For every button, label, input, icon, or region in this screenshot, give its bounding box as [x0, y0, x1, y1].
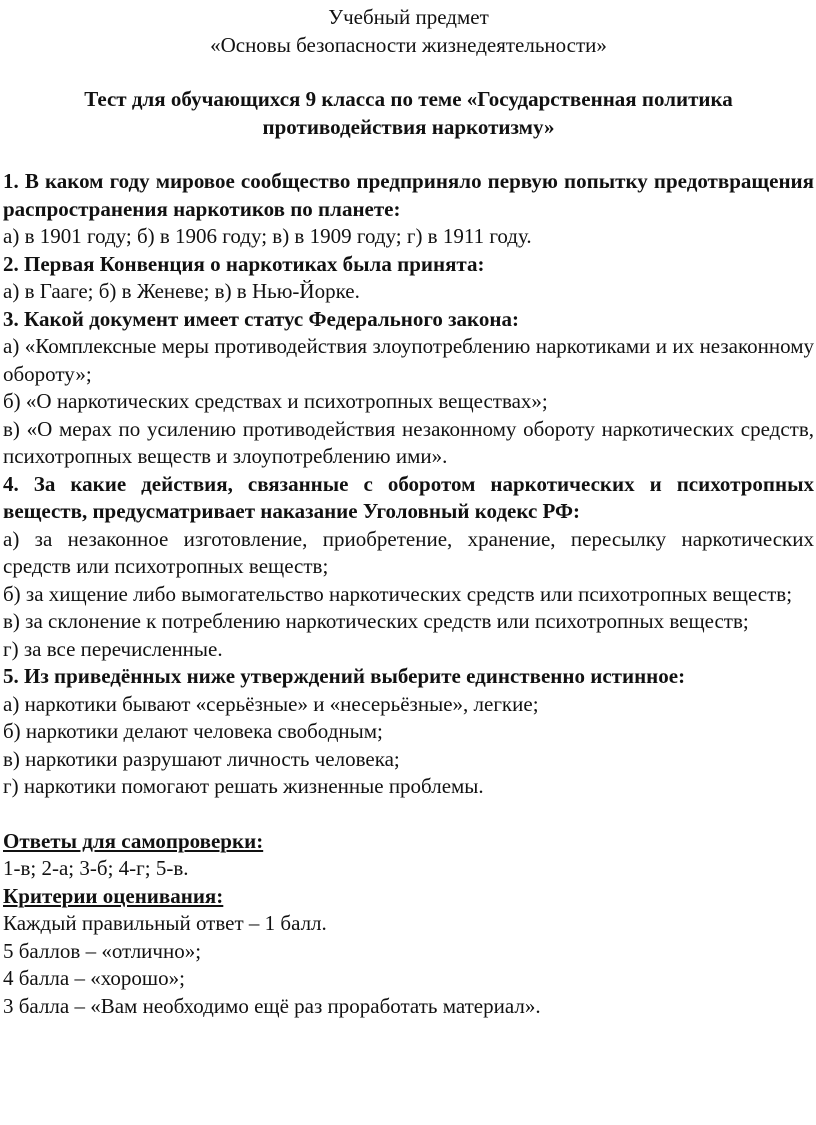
answer-option: а) в Гааге; б) в Женеве; в) в Нью-Йорке.	[3, 279, 360, 303]
question-text: 3. Какой документ имеет статус Федерального закона:	[3, 306, 519, 331]
criteria-line: 3 балла – «Вам необходимо ещё раз проработать материал».	[3, 993, 541, 1018]
answers-section	[3, 828, 814, 883]
question-text: 1. В каком году мировое сообщество предприняло первую попытку предотвращения распространения наркотиков по планете:	[3, 169, 814, 221]
answer-option: г) наркотики помогают решать жизненные проблемы.	[3, 774, 484, 798]
question-5	[3, 663, 814, 801]
question-2	[3, 251, 814, 306]
question-3	[3, 306, 814, 471]
subject-name: «Основы безопасности жизнедеятельности»	[210, 32, 607, 57]
criteria-line: 4 балла – «хорошо»;	[3, 966, 185, 990]
question-text: 4. За какие действия, связанные с оборотом наркотических и психотропных веществ, предусматривает наказание Уголовный кодекс РФ:	[3, 471, 814, 523]
answer-option: а) за незаконное изготовление, приобретение, хранение, пересылку наркотических средств или психотропных веществ;	[3, 526, 814, 578]
question-text: 5. Из приведённых ниже утверждений выберите единственно истинное:	[3, 664, 686, 688]
criteria-line: Каждый правильный ответ – 1 балл.	[3, 911, 327, 935]
document-header	[3, 4, 814, 168]
answer-option: а) «Комплексные меры противодействия злоупотреблению наркотиками и их незаконному обороту»;	[3, 334, 814, 386]
criteria-line: 5 баллов – «отлично»;	[3, 938, 202, 963]
answers-heading: Ответы для самопроверки:	[3, 828, 264, 853]
answer-option: в) наркотики разрушают личность человека;	[3, 746, 400, 771]
subject-label: Учебный предмет	[328, 5, 489, 29]
question-4	[3, 471, 814, 664]
question-text: 2. Первая Конвенция о наркотиках была принята:	[3, 251, 485, 276]
answer-option: б) «О наркотических средствах и психотропных веществах»;	[3, 389, 548, 413]
answer-option: а) в 1901 году; б) в 1906 году; в) в 1909 году; г) в 1911 году.	[3, 224, 532, 248]
answer-option: а) наркотики бывают «серьёзные» и «несерьёзные», легкие;	[3, 691, 539, 716]
answer-option: б) наркотики делают человека свободным;	[3, 719, 383, 743]
answer-option: в) за склонение к потреблению наркотических средств или психотропных веществ;	[3, 609, 749, 633]
criteria-section	[3, 883, 814, 1021]
answer-option: в) «О мерах по усилению противодействия незаконному обороту наркотических средств, психотропных веществ и злоупотреблению ими».	[3, 416, 814, 468]
criteria-heading: Критерии оценивания:	[3, 883, 224, 908]
test-title: Тест для обучающихся 9 класса по теме «Государственная политика противодействия наркотизму»	[84, 87, 733, 139]
answer-option: г) за все перечисленные.	[3, 636, 223, 661]
answer-option: б) за хищение либо вымогательство наркотических средств или психотропных веществ;	[3, 581, 793, 606]
answers-text: 1-в; 2-а; 3-б; 4-г; 5-в.	[3, 856, 189, 880]
question-1	[3, 168, 814, 251]
